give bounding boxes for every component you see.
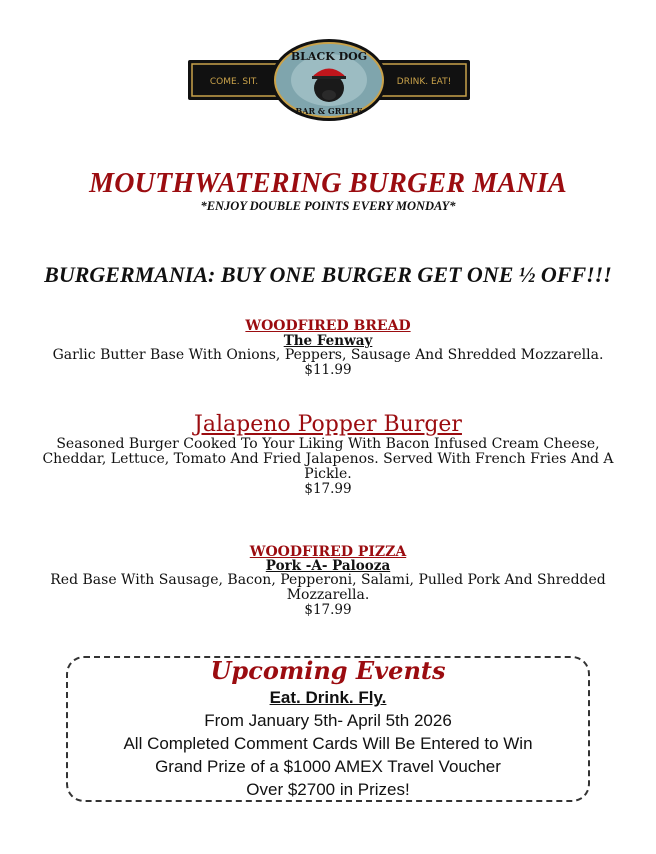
events-line-dates: From January 5th- April 5th 2026 [204, 711, 452, 730]
logo-right-text: DRINK. EAT! [396, 77, 452, 87]
events-line-comment-cards: All Completed Comment Cards Will Be Entered to Win [123, 734, 533, 753]
events-title: Upcoming Events [210, 656, 446, 685]
item-price-pork-a-palooza: $17.99 [304, 602, 352, 618]
events-subtitle: Eat. Drink. Fly. [269, 688, 387, 707]
section-heading-pizza: WOODFIRED PIZZA [249, 544, 407, 560]
item-description-fenway: Garlic Butter Base With Onions, Peppers, Sausage And Shredded Mozzarella. [52, 347, 604, 363]
section-heading-bread: WOODFIRED BREAD [245, 318, 411, 334]
page-title: MOUTHWATERING BURGER MANIA [89, 168, 567, 199]
item-name-fenway: The Fenway [283, 333, 373, 349]
item-name-burger: Jalapeno Popper Burger [194, 412, 462, 437]
logo-top-text: BLACK DOG [290, 50, 368, 63]
page-subtitle: *ENJOY DOUBLE POINTS EVERY MONDAY* [200, 199, 456, 213]
promo-banner: BURGERMANIA: BUY ONE BURGER GET ONE ½ OFF!!! [44, 262, 612, 287]
item-price-burger: $17.99 [304, 481, 352, 497]
item-price-fenway: $11.99 [304, 362, 352, 378]
logo-bottom-text: BAR & GRILLE [295, 106, 363, 116]
item-description-pork-a-palooza: Red Base With Sausage, Bacon, Pepperoni, Salami, Pulled Pork And Shredded Mozzarella. [50, 572, 606, 603]
logo-badge-icon [188, 38, 470, 122]
item-description-burger: Seasoned Burger Cooked To Your Liking With Bacon Infused Cream Cheese, Cheddar, Lettuce, Tomato And Fried Jalapenos. Served With French Fries And A Pickle. [42, 436, 614, 482]
events-line-total-prizes: Over $2700 in Prizes! [246, 780, 410, 799]
item-name-pork-a-palooza: Pork -A- Palooza [265, 558, 391, 574]
events-line-grand-prize: Grand Prize of a $1000 AMEX Travel Voucher [155, 757, 501, 776]
black-dog-logo [188, 38, 470, 122]
logo-left-text: COME. SIT. [209, 77, 259, 87]
